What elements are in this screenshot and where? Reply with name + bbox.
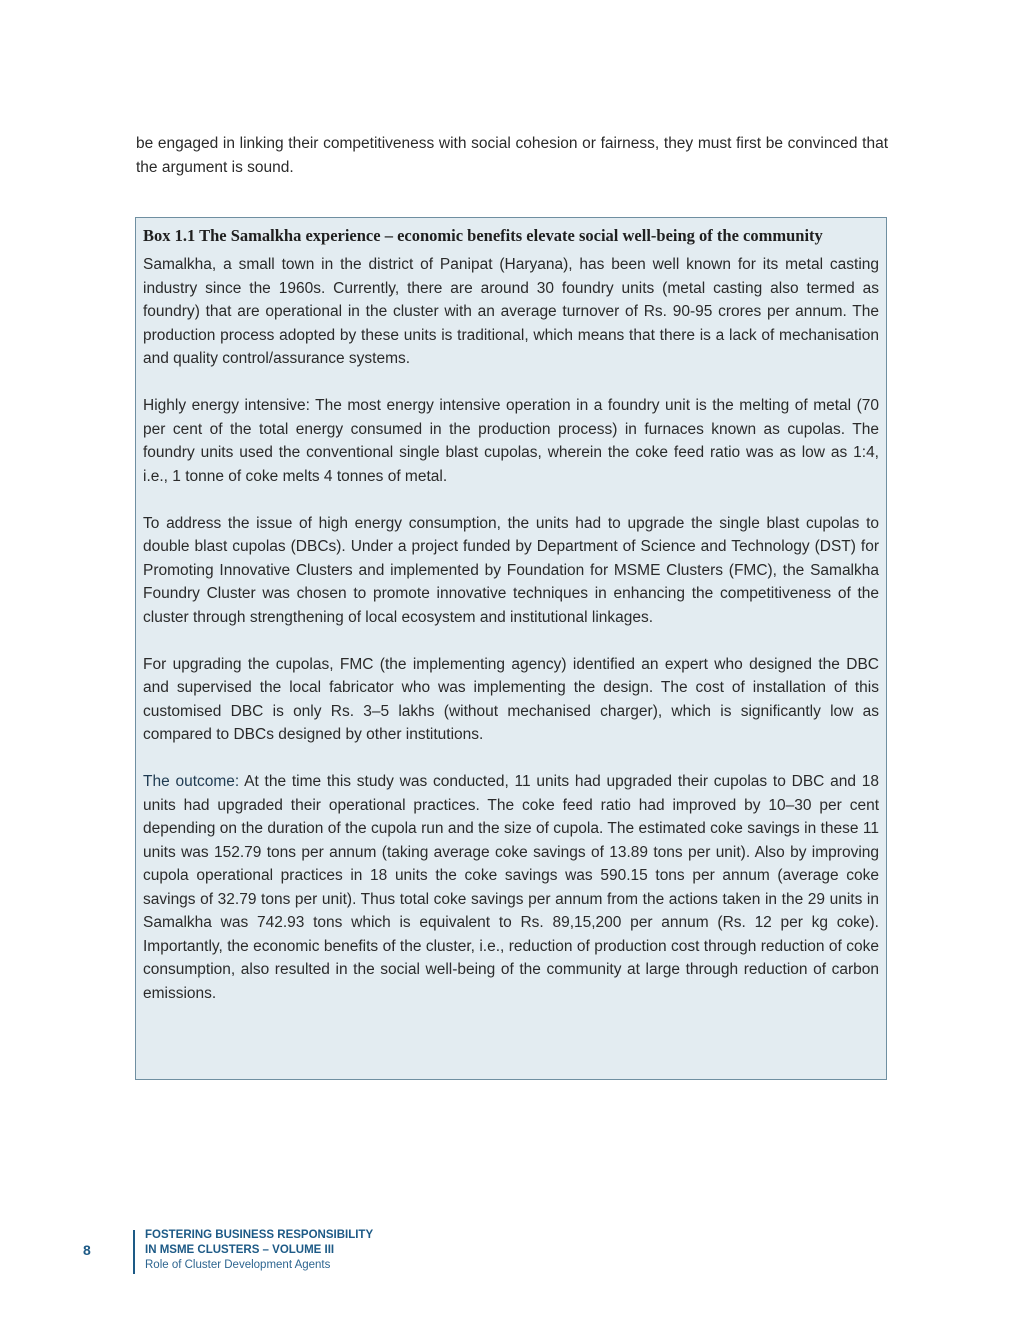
intro-paragraph: be engaged in linking their competitiveness with social cohesion or fairness, they must first be convinced that the argument is sound. [136, 135, 888, 176]
box-paragraph-4: For upgrading the cupolas, FMC (the implementing agency) identified an expert who designed the DBC and supervised the local fabricator who was implementing the design. The cost of installation of this customised DBC is only Rs. 3–5 lakhs (without mechanised charger), which is significantly low as compared to DBCs designed by other institutions. [143, 655, 879, 743]
box-paragraph-3: To address the issue of high energy consumption, the units had to upgrade the single blast cupolas to double blast cupolas (DBCs). Under a project funded by Department of Science and Technology (DST) for Promoting Innovative Clusters and implemented by Foundation for MSME Clusters (FMC), the Samalkha Foundry Cluster was chosen to promote innovative techniques in enhancing the competitiveness of the cluster through strengthening of local ecosystem and institutional linkages. [143, 514, 879, 626]
box-paragraph-1: Samalkha, a small town in the district of Panipat (Haryana), has been well known for its metal casting industry since the 1960s. Currently, there are around 30 foundry units (metal casting also termed as foundry) that are operational in the cluster with an average turnover of Rs. 90-95 crores per annum. The production process adopted by these units is traditional, which means that there is a lack of mechanisation and quality control/assurance systems. [143, 256, 879, 367]
box-title: Box 1.1 The Samalkha experience – economic benefits elevate social well-being of the community [143, 226, 823, 245]
case-study-box [135, 217, 887, 1080]
box-paragraph-5 [143, 770, 879, 1005]
footer-title [145, 1228, 373, 1273]
page-number: 8 [83, 1242, 91, 1258]
outcome-text: At the time this study was conducted, 11 units had upgraded their cupolas to DBC and 18 units had upgraded their operational practices. The coke feed ratio had improved by 10–30 per cent depending on the duration of the cupola run and the size of cupola. The estimated coke savings in these 11 units was 152.79 tons per annum (taking average coke savings of 13.89 tons per unit). Also by improving cupola operational practices in 18 units the coke savings was 590.15 tons per annum (average coke savings of 32.79 tons per unit). Thus total coke savings per annum from the actions taken in the 29 units in Samalkha was 742.93 tons which is equivalent to Rs. 89,15,200 per annum (Rs. 12 per kg coke). Importantly, the economic benefits of the cluster, i.e., reduction of production cost through reduction of coke consumption, also resulted in the social well-being of the community at large through reduction of carbon emissions. [143, 773, 879, 1002]
outcome-lead: The outcome: [143, 773, 240, 790]
footer-line-3: Role of Cluster Development Agents [145, 1259, 331, 1271]
footer-divider [133, 1230, 135, 1274]
box-paragraph-2: Highly energy intensive: The most energy intensive operation in a foundry unit is the melting of metal (70 per cent of the total energy consumed in the production process) in furnaces known as cupolas. The foundry units used the conventional single blast cupolas, wherein the coke feed ratio was as low as 1:4, i.e., 1 tonne of coke melts 4 tonnes of metal. [143, 397, 879, 485]
footer-line-1: FOSTERING BUSINESS RESPONSIBILITY [145, 1229, 374, 1241]
footer-line-2: IN MSME CLUSTERS – VOLUME III [145, 1244, 335, 1256]
